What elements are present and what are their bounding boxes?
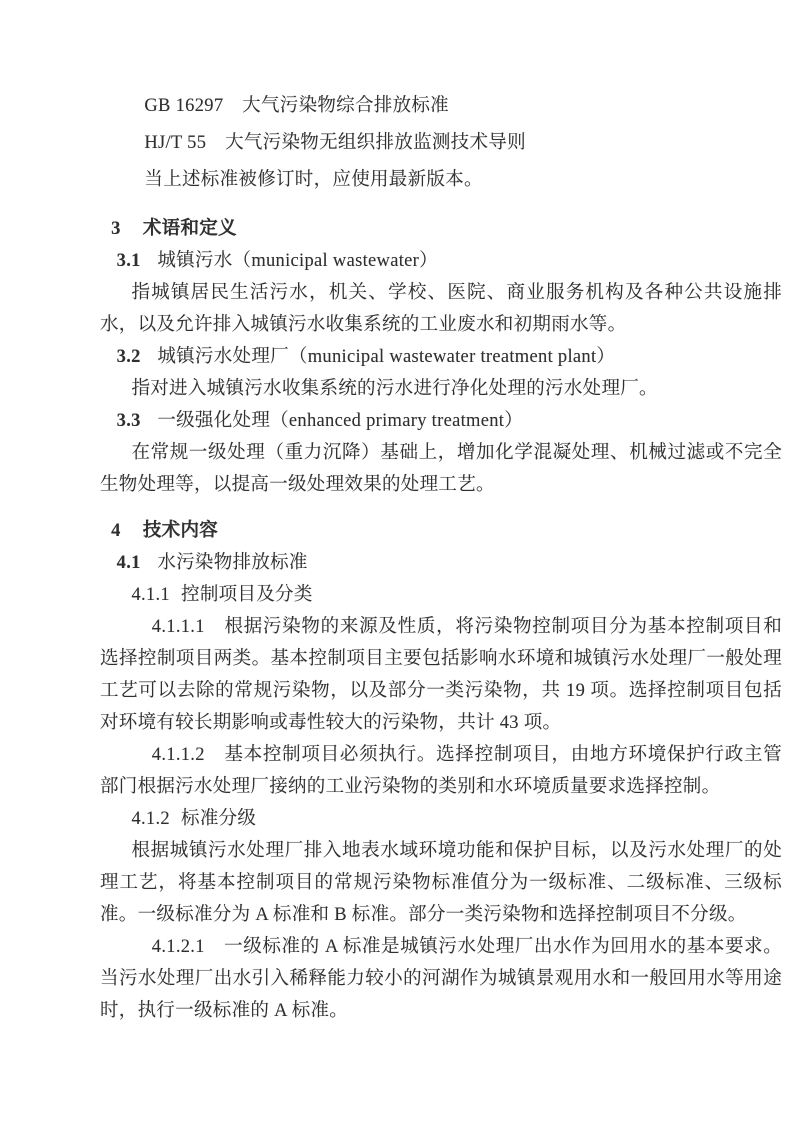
section-4-heading — [100, 515, 782, 547]
paragraph-4-1-1-2: 4.1.1.2 基本控制项目必须执行。选择控制项目，由地方环境保护行政主管部门根据污水处理厂接纳的工业污染物的类别和水环境质量要求选择控制。 — [100, 745, 782, 797]
clause-4-1-2-heading — [100, 803, 782, 835]
clause-3-3-term: 一级强化处理（enhanced primary treatment） — [157, 411, 524, 431]
normative-reference-hjt55: HJ/T 55 大气污染物无组织排放监测技术导则 — [144, 133, 526, 153]
clause-4-1-number: 4.1 — [116, 553, 141, 573]
clause-3-1-number: 3.1 — [116, 251, 141, 271]
normative-reference-gb16297: GB 16297 大气污染物综合排放标准 — [144, 96, 449, 116]
clause-4-1-heading — [100, 547, 782, 579]
clause-3-2-heading — [100, 341, 782, 373]
clause-3-2-number: 3.2 — [116, 347, 141, 367]
section-3-number: 3 — [111, 219, 121, 239]
section-4-title: 技术内容 — [142, 521, 219, 541]
clause-4-1-2-number: 4.1.2 — [131, 809, 170, 829]
clause-4-1-1-number: 4.1.1 — [131, 585, 170, 605]
clause-4-1-1-title: 控制项目及分类 — [181, 585, 313, 605]
revision-note: 当上述标准被修订时，应使用最新版本。 — [144, 170, 483, 190]
paragraph-4-1-1-1: 4.1.1.1 根据污染物的来源及性质，将污染物控制项目分为基本控制项目和选择控制项目两类。基本控制项目主要包括影响水环境和城镇污水处理厂一般处理工艺可以去除的常规污染物，以及部分一类污染物，共 19 项。选择控制项目包括对环境有较长期影响或毒性较大的污染物，共计 43 项。 — [100, 617, 782, 733]
document-body — [100, 88, 782, 1027]
clause-3-2-term: 城镇污水处理厂（municipal wastewater treatment plant） — [157, 347, 616, 367]
section-4-number: 4 — [111, 521, 121, 541]
clause-4-1-title: 水污染物排放标准 — [157, 553, 308, 573]
clause-3-2-definition: 指对进入城镇污水收集系统的污水进行净化处理的污水处理厂。 — [131, 379, 658, 399]
clause-3-1-definition: 指城镇居民生活污水，机关、学校、医院、商业服务机构及各种公共设施排水，以及允许排入城镇污水收集系统的工业废水和初期雨水等。 — [100, 283, 782, 335]
clause-3-1-term: 城镇污水（municipal wastewater） — [157, 251, 438, 271]
clause-3-3-definition: 在常规一级处理（重力沉降）基础上，增加化学混凝处理、机械过滤或不完全生物处理等，以提高一级处理效果的处理工艺。 — [100, 443, 782, 495]
paragraph-4-1-2-intro: 根据城镇污水处理厂排入地表水域环境功能和保护目标，以及污水处理厂的处理工艺，将基本控制项目的常规污染物标准值分为一级标准、二级标准、三级标准。一级标准分为 A 标准和 B 标准。部分一类污染物和选择控制项目不分级。 — [100, 841, 782, 925]
clause-3-3-heading — [100, 405, 782, 437]
paragraph-4-1-2-1: 4.1.2.1 一级标准的 A 标准是城镇污水处理厂出水作为回用水的基本要求。当污水处理厂出水引入稀释能力较小的河湖作为城镇景观用水和一般回用水等用途时，执行一级标准的 A 标准。 — [100, 937, 782, 1021]
section-3-title: 术语和定义 — [142, 219, 237, 239]
section-3-heading — [100, 213, 782, 245]
clause-3-1-heading — [100, 245, 782, 277]
clause-3-3-number: 3.3 — [116, 411, 141, 431]
clause-4-1-2-title: 标准分级 — [181, 809, 257, 829]
clause-4-1-1-heading — [100, 579, 782, 611]
